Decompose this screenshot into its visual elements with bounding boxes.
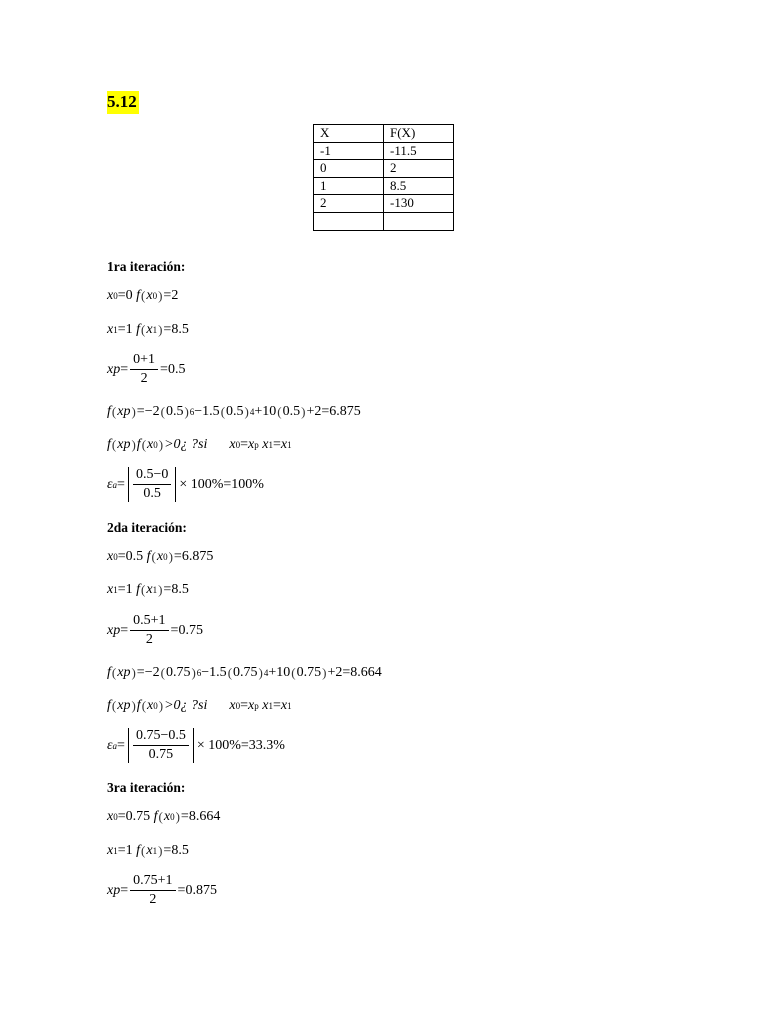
iteration-2-xp-line: xp = $\frac{0.5+1}{2}$ = 0.75 — [107, 613, 203, 647]
x0-value: 0 — [125, 288, 133, 303]
iteration-2-error-line: ε a = $\frac{0.75-0.5}{0.75}$ × 100%=33.3% — [107, 728, 285, 762]
table-row — [314, 195, 454, 213]
x1-value: 1 — [125, 582, 133, 597]
error-result: × 100%=100% — [179, 476, 264, 492]
xp-value: 0.75 — [178, 622, 203, 638]
table-row — [314, 160, 454, 178]
f-x0-value: 6.875 — [181, 549, 214, 564]
table-cell: -130 — [384, 195, 454, 213]
f-x0-value: 8.664 — [188, 809, 221, 824]
x0-value: 0.75 — [125, 809, 151, 824]
table-header-fx: F(X) — [384, 125, 454, 143]
table-row — [314, 212, 454, 230]
xp-fraction: $\frac{0.75+1}{2}$ — [130, 873, 175, 908]
iteration-1-fxp-line: f ( xp ) =−2 ( 0.5 ) 6 −1.5 ( 0.5 ) 4 +10 ( 0.5 ) +2= 6.875 — [107, 404, 361, 419]
iteration-2-x0-line: x 0 = 0.5 f ( x 0 ) = 6.875 — [107, 549, 214, 564]
iteration-2-condition-line: f ( xp ) f ( x 0 ) >0¿ ?si x 0 = x p x 1 = x 1 — [107, 698, 292, 713]
x1-value: 1 — [125, 322, 133, 337]
table-cell: -1 — [314, 142, 384, 160]
f-x1-value: 8.5 — [171, 582, 189, 597]
xp-value: 0.875 — [185, 882, 217, 898]
f-x1-value: 8.5 — [171, 843, 189, 858]
table-row — [314, 177, 454, 195]
f-x0-value: 2 — [171, 288, 179, 303]
xp-fraction: $\frac{0.5+1}{2}$ — [130, 613, 168, 648]
fxp-result: 8.664 — [350, 665, 382, 680]
table-cell: -11.5 — [384, 142, 454, 160]
iteration-1-condition-line: f ( xp ) f ( x 0 ) >0¿ ?si x 0 = x p x 1 = x 1 — [107, 437, 292, 452]
iteration-1-x0-line: x 0 = 0 f ( x 0 ) = 2 — [107, 288, 179, 303]
iteration-3-x0-line: x 0 = 0.75 f ( x 0 ) = 8.664 — [107, 809, 221, 824]
table-row — [314, 142, 454, 160]
iteration-3-title: 3ra iteración: — [107, 780, 186, 795]
table-cell — [314, 212, 384, 230]
iteration-1-xp-line: xp = $\frac{0+1}{2}$ = 0.5 — [107, 352, 186, 386]
x0-value: 0.5 — [125, 549, 144, 564]
table-cell: 2 — [384, 160, 454, 178]
iteration-1-error-line: ε a = $\frac{0.5-0}{0.5}$ × 100%=100% — [107, 467, 264, 501]
iteration-1-title: 1ra iteración: — [107, 259, 186, 274]
iteration-3-x1-line: x 1 = 1 f ( x 1 ) = 8.5 — [107, 843, 189, 858]
x1-value: 1 — [125, 843, 133, 858]
xp-value: 0.5 — [167, 361, 186, 377]
table-cell: 2 — [314, 195, 384, 213]
fxp-result: 6.875 — [329, 404, 361, 419]
error-fraction: $\frac{0.75-0.5}{0.75}$ — [133, 728, 189, 763]
values-table — [313, 124, 454, 231]
xp-fraction: $\frac{0+1}{2}$ — [130, 352, 158, 387]
table-header-x: X — [314, 125, 384, 143]
iteration-2-x1-line: x 1 = 1 f ( x 1 ) = 8.5 — [107, 582, 189, 597]
table-header-row — [314, 125, 454, 143]
problem-heading: 5.12 — [107, 91, 139, 114]
iteration-1-x1-line: x 1 = 1 f ( x 1 ) = 8.5 — [107, 322, 189, 337]
iteration-3-xp-line: xp = $\frac{0.75+1}{2}$ = 0.875 — [107, 873, 217, 907]
f-x1-value: 8.5 — [171, 322, 189, 337]
table-cell — [384, 212, 454, 230]
iteration-2-title: 2da iteración: — [107, 520, 187, 535]
table-cell: 8.5 — [384, 177, 454, 195]
iteration-2-fxp-line: f ( xp ) =−2 ( 0.75 ) 6 −1.5 ( 0.75 ) 4 +10 ( 0.75 ) +2= 8.664 — [107, 665, 382, 680]
error-result: × 100%=33.3% — [196, 737, 285, 753]
table-cell: 1 — [314, 177, 384, 195]
error-fraction: $\frac{0.5-0}{0.5}$ — [133, 467, 171, 502]
table-cell: 0 — [314, 160, 384, 178]
